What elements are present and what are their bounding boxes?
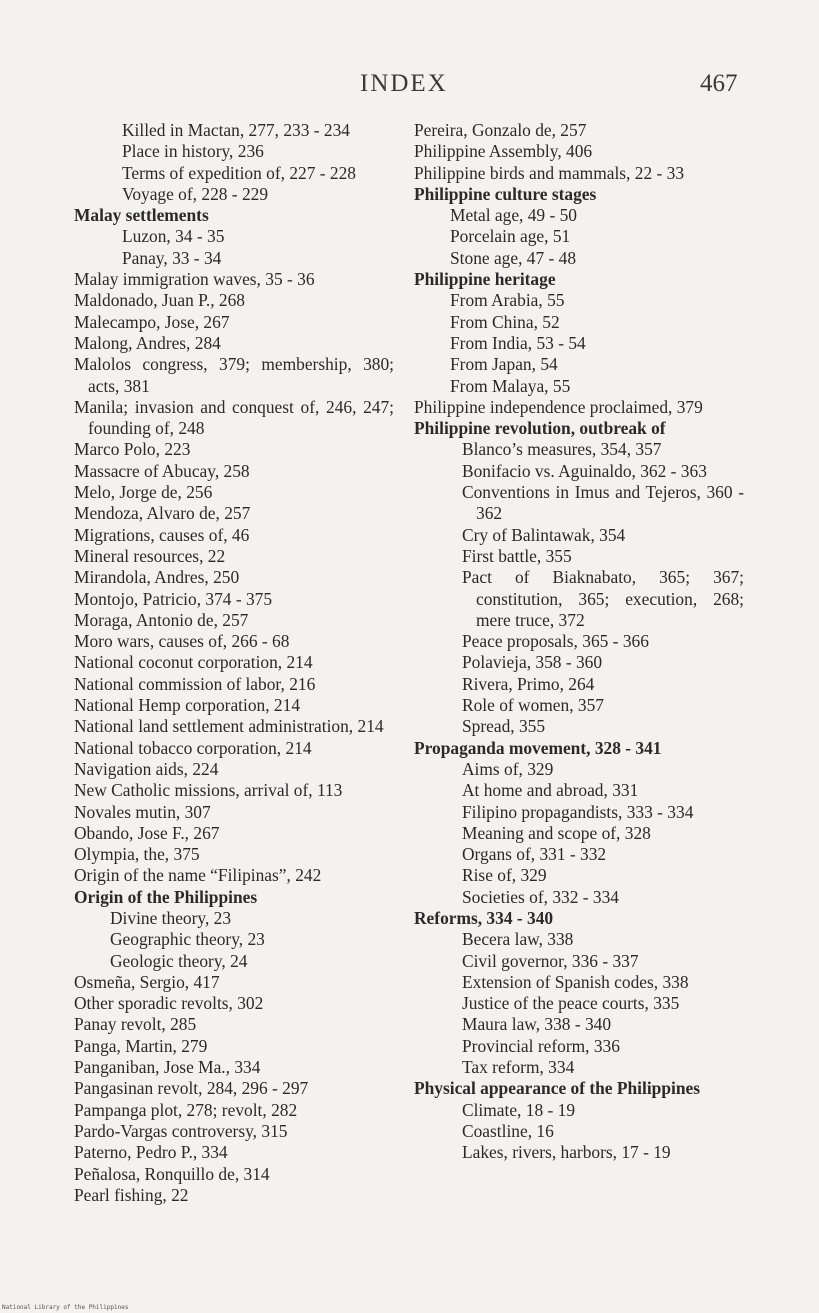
index-subentry: Divine theory, 23 [110,907,232,928]
index-subentry: Conventions in Imus and Tejeros, 360 - 362 [462,482,744,524]
index-entry: Other sporadic revolts, 302 [74,993,264,1014]
index-entry: Melo, Jorge de, 256 [74,482,213,503]
index-entry: Mineral resources, 22 [74,545,226,566]
index-entry: Maldonado, Juan P., 268 [74,290,246,311]
index-heading: Philippine culture stages [414,183,597,204]
index-entry: Panganiban, Jose Ma., 334 [74,1057,261,1078]
index-subentry: Civil governor, 336 - 337 [462,950,639,971]
index-entry: Moraga, Antonio de, 257 [74,609,249,630]
index-subentry: Maura law, 338 - 340 [462,1014,612,1035]
index-entry: Massacre of Abucay, 258 [74,460,250,481]
index-subentry: Killed in Mactan, 277, 233 - 234 [122,120,350,140]
index-subentry: Role of women, 357 [462,695,605,716]
index-subentry: Spread, 355 [462,716,546,737]
index-entry: Paterno, Pedro P., 334 [74,1142,228,1163]
index-entry: Mendoza, Alvaro de, 257 [74,503,251,524]
index-entry: Navigation aids, 224 [74,758,219,779]
index-entry: Marco Polo, 223 [74,439,191,460]
index-entry: Philippine independence proclaimed, 379 [414,396,703,417]
index-entry: Osmeña, Sergio, 417 [74,971,220,992]
index-entry: Novales mutin, 307 [74,801,211,822]
index-entry: Peñalosa, Ronquillo de, 314 [74,1163,270,1184]
index-heading: Philippine heritage [414,269,556,290]
index-subentry: Climate, 18 - 19 [462,1099,576,1120]
index-entry: Origin of the name “Filipinas”, 242 [74,865,322,886]
index-entry: Montojo, Patricio, 374 - 375 [74,588,273,609]
index-entry: Pearl fishing, 22 [74,1184,189,1205]
index-heading: Philippine revolution, outbreak of [414,418,666,439]
index-entry: Migrations, causes of, 46 [74,524,250,545]
page-title: INDEX [360,70,448,97]
index-entry: Olympia, the, 375 [74,844,200,865]
index-subentry: First battle, 355 [462,545,572,566]
index-subentry: Rivera, Primo, 264 [462,673,595,694]
index-entry: Philippine Assembly, 406 [414,141,593,162]
index-subentry: Filipino propagandists, 333 - 334 [462,801,694,822]
index-entry: National tobacco corporation, 214 [74,737,312,758]
index-entry: Malolos congress, 379; membership, 380; acts, 381 [74,354,394,396]
index-subentry: Tax reform, 334 [462,1057,575,1078]
index-subentry: From China, 52 [450,311,560,332]
index-subentry: Place in history, 236 [122,141,264,162]
index-entry: Pereira, Gonzalo de, 257 [414,120,587,140]
index-entry: National commission of labor, 216 [74,673,316,694]
index-subentry: From Malaya, 55 [450,375,571,396]
index-subentry: Cry of Balintawak, 354 [462,524,626,545]
index-entry: Panay revolt, 285 [74,1014,197,1035]
index-subentry: Rise of, 329 [462,865,547,886]
index-subentry: At home and abroad, 331 [462,780,639,801]
index-subentry: Porcelain age, 51 [450,226,571,247]
index-entry: Moro wars, causes of, 266 - 68 [74,631,290,652]
index-subentry: Coastline, 16 [462,1120,554,1141]
index-entry: Mirandola, Andres, 250 [74,567,240,588]
index-subentry: Lakes, rivers, harbors, 17 - 19 [462,1142,671,1163]
index-entry: Manila; invasion and conquest of, 246, 247; founding of, 248 [74,396,394,439]
index-entry: National land settlement administration, 214 [74,716,384,737]
index-entry: Panga, Martin, 279 [74,1035,208,1056]
index-subentry: Provincial reform, 336 [462,1035,620,1056]
index-subentry: Blanco’s measures, 354, 357 [462,439,662,460]
index-subentry: Stone age, 47 - 48 [450,247,577,268]
index-entry: Malong, Andres, 284 [74,332,221,353]
index-subentry: Metal age, 49 - 50 [450,205,578,226]
index-subentry: Geographic theory, 23 [110,929,265,950]
index-entry: Malecampo, Jose, 267 [74,311,230,332]
index-heading: Origin of the Philippines [74,886,258,907]
page-number: 467 [700,70,738,97]
index-subentry: Polavieja, 358 - 360 [462,652,603,673]
index-subentry: Luzon, 34 - 35 [122,226,225,247]
index-subentry: From Arabia, 55 [450,290,565,311]
index-column-left [74,120,394,1206]
index-subentry: From Japan, 54 [450,354,558,375]
index-subentry: Societies of, 332 - 334 [462,886,619,907]
index-entry: National coconut corporation, 214 [74,652,313,673]
index-subentry: From India, 53 - 54 [450,332,586,353]
index-subentry: Meaning and scope of, 328 [462,822,651,843]
index-subentry: Pact of Biaknabato, 365; 367; constitution, 365; execution, 268; mere truce, 372 [462,567,744,630]
index-subentry: Becera law, 338 [462,929,574,950]
library-credit: National Library of the Philippines [2,1304,129,1311]
index-heading: Propaganda movement, 328 - 341 [414,737,662,758]
index-entry: Philippine birds and mammals, 22 - 33 [414,162,685,183]
index-subentry: Justice of the peace courts, 335 [462,993,680,1014]
index-subentry: Extension of Spanish codes, 338 [462,971,689,992]
index-entry: Pardo-Vargas controversy, 315 [74,1120,288,1141]
index-subentry: Terms of expedition of, 227 - 228 [122,162,356,183]
index-entry: Pampanga plot, 278; revolt, 282 [74,1099,298,1120]
index-subentry: Voyage of, 228 - 229 [122,183,269,204]
index-entry: New Catholic missions, arrival of, 113 [74,780,343,801]
index-subentry: Peace proposals, 365 - 366 [462,631,649,652]
index-heading: Physical appearance of the Philippines [414,1078,700,1099]
index-heading: Malay settlements [74,205,209,226]
index-subentry: Organs of, 331 - 332 [462,844,607,865]
index-subentry: Bonifacio vs. Aguinaldo, 362 - 363 [462,460,707,481]
index-heading: Reforms, 334 - 340 [414,907,554,928]
index-subentry: Panay, 33 - 34 [122,247,222,268]
index-column-right [414,120,744,1164]
index-entry: Malay immigration waves, 35 - 36 [74,269,315,290]
page-header [0,70,819,110]
index-entry: National Hemp corporation, 214 [74,695,301,716]
index-subentry: Geologic theory, 24 [110,950,248,971]
index-entry: Obando, Jose F., 267 [74,822,220,843]
index-entry: Pangasinan revolt, 284, 296 - 297 [74,1078,309,1099]
index-subentry: Aims of, 329 [462,758,554,779]
